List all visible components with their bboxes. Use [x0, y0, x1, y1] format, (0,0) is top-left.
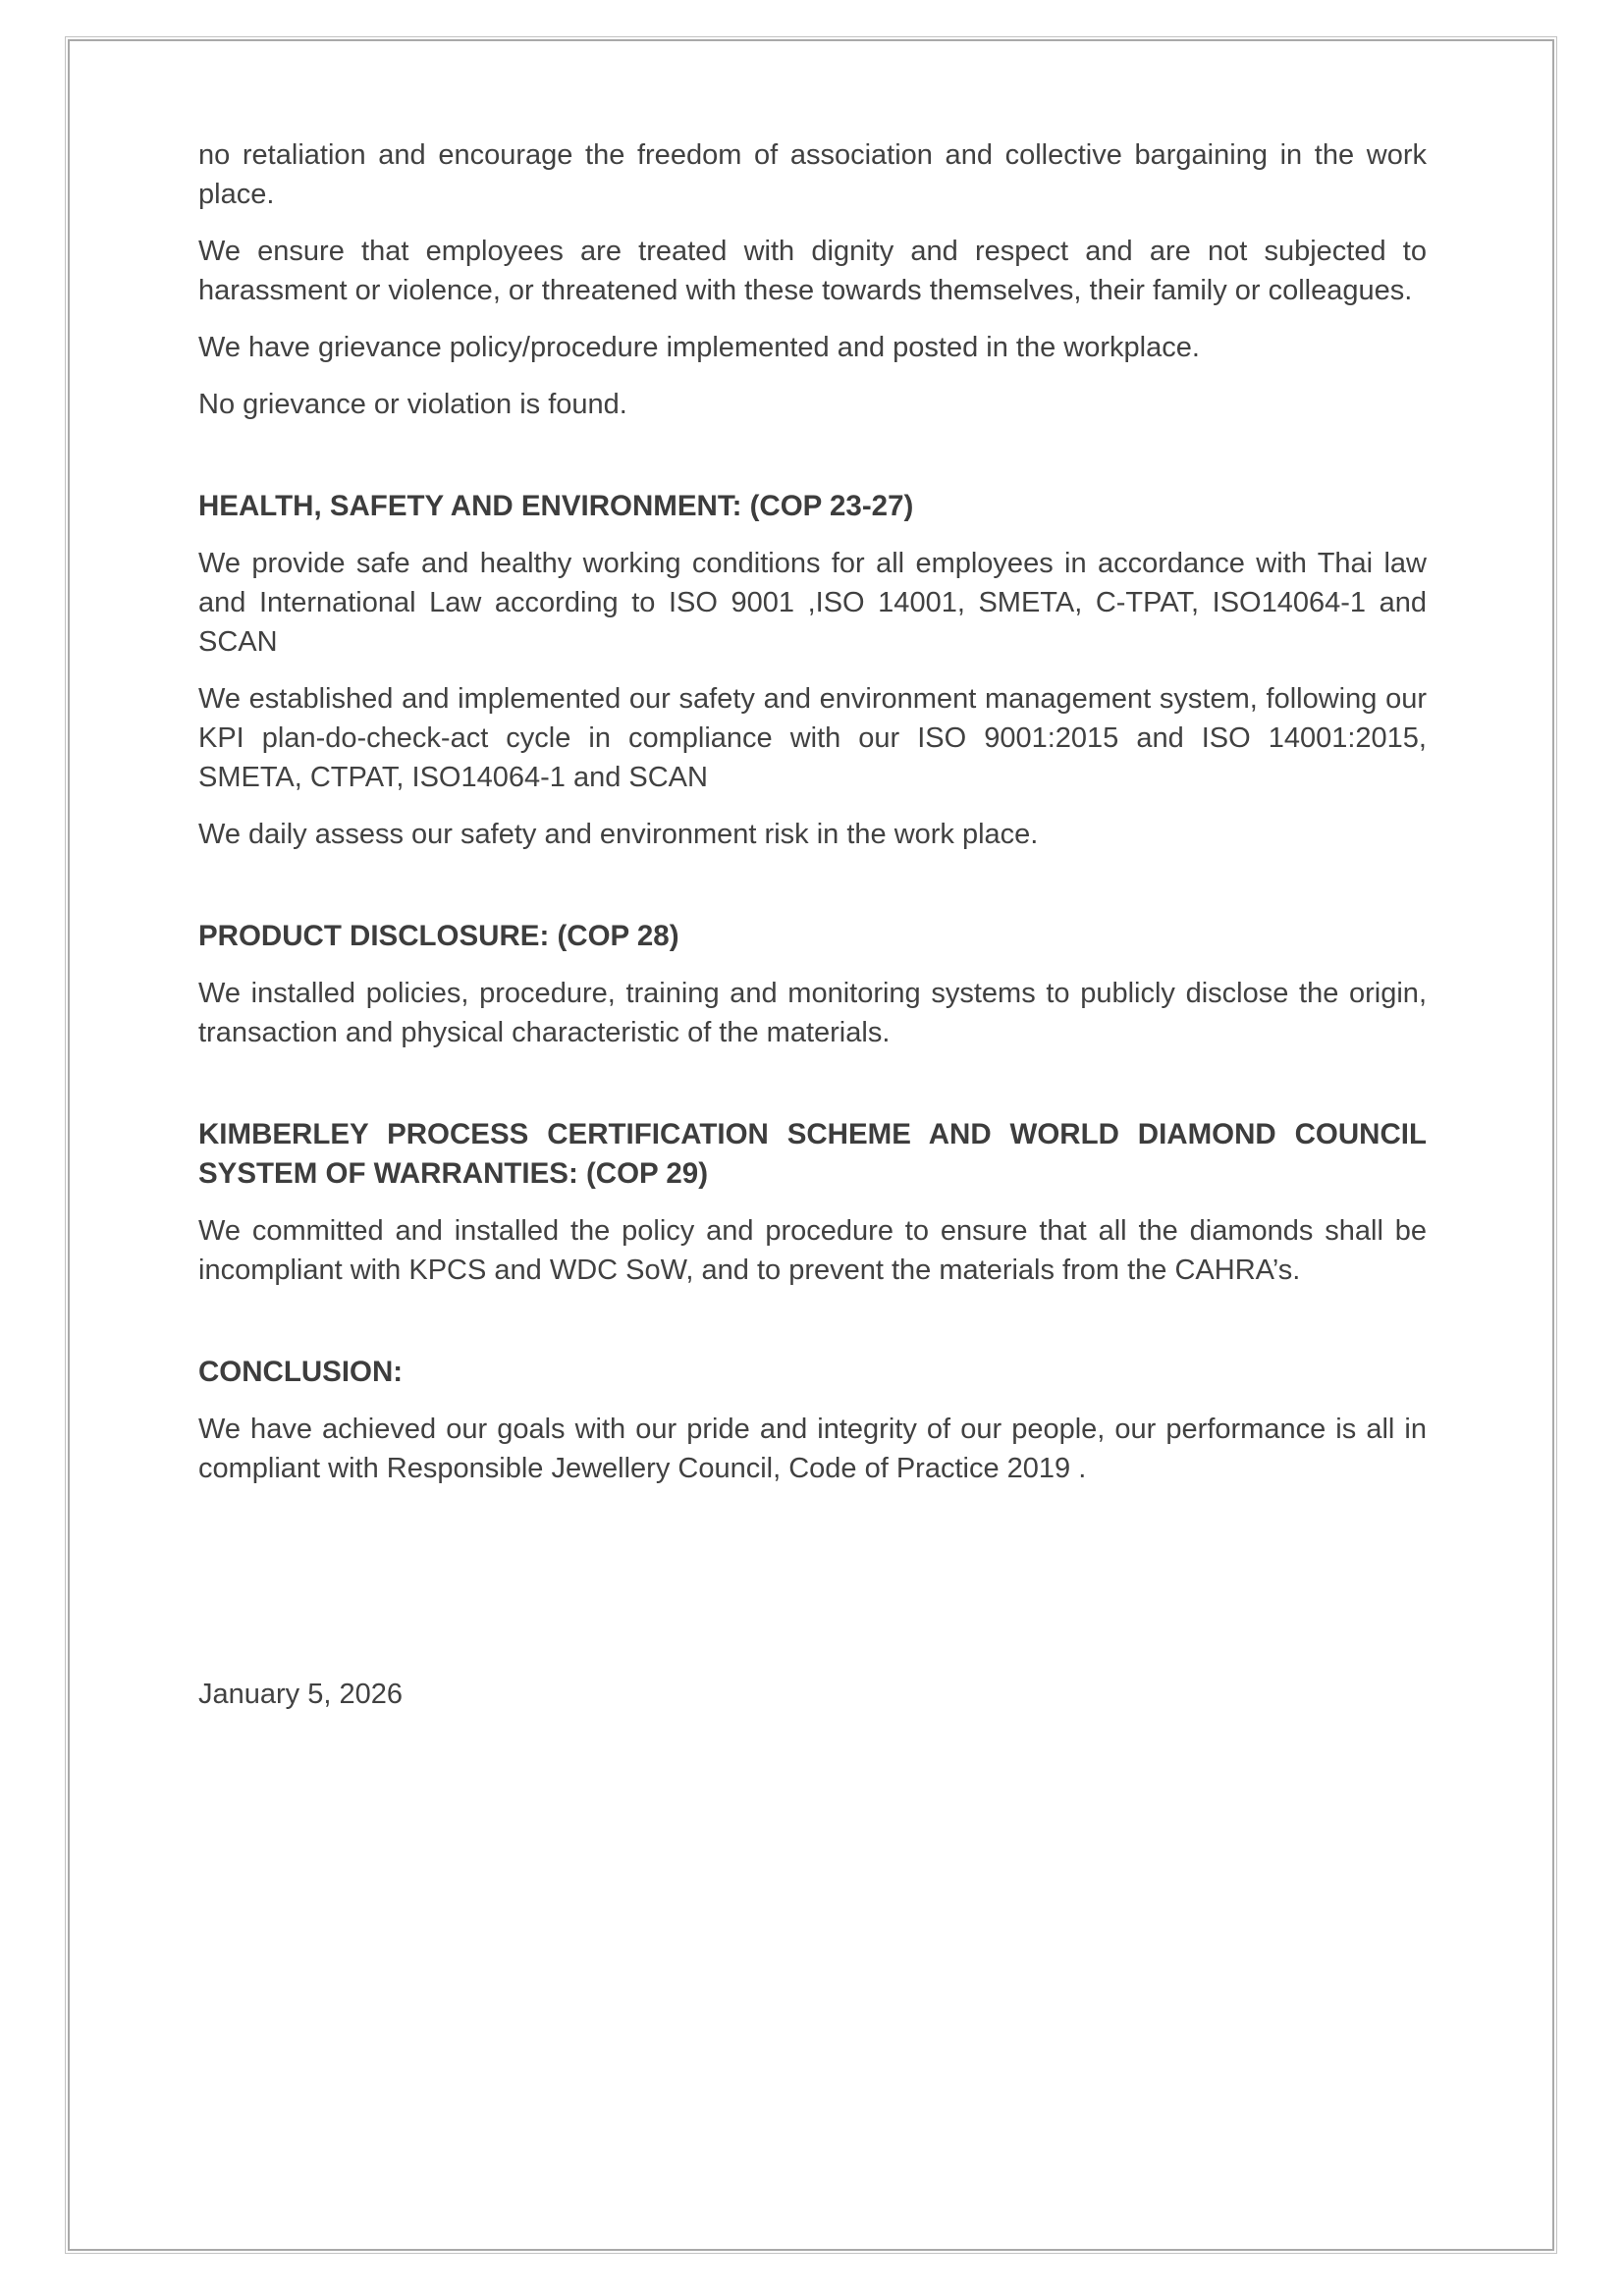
section-heading-health-safety-environment: HEALTH, SAFETY AND ENVIRONMENT: (COP 23-27)	[198, 490, 914, 522]
section-heading-conclusion: CONCLUSION:	[198, 1356, 404, 1388]
section-heading-product-disclosure: PRODUCT DISCLOSURE: (COP 28)	[198, 920, 679, 952]
section-paragraph: We committed and installed the policy and procedure to ensure that all the diamonds shall be incompliant with KPCS and WDC SoW, and to prevent the materials from the CAHRA’s.	[198, 1215, 1427, 1286]
section-paragraph: We daily assess our safety and environment risk in the work place.	[198, 819, 1039, 850]
intro-paragraph: No grievance or violation is found.	[198, 389, 627, 420]
page-content	[198, 135, 1427, 1732]
section-paragraph: We established and implemented our safety and environment management system, following our KPI plan-do-check-act cycle in compliance with our ISO 9001:2015 and ISO 14001:2015, SMETA, CTPAT, ISO14064-1 and SCAN	[198, 683, 1427, 793]
intro-paragraph: We have grievance policy/procedure implemented and posted in the workplace.	[198, 332, 1200, 363]
section-paragraph: We have achieved our goals with our pride and integrity of our people, our performance is all in compliant with Responsible Jewellery Council, Code of Practice 2019 .	[198, 1414, 1427, 1484]
document-date: January 5, 2026	[198, 1679, 403, 1710]
intro-paragraph: We ensure that employees are treated with dignity and respect and are not subjected to harassment or violence, or threatened with these towards themselves, their family or colleagues.	[198, 236, 1427, 306]
section-paragraph: We installed policies, procedure, training and monitoring systems to publicly disclose the origin, transaction and physical characteristic of the materials.	[198, 978, 1427, 1048]
section-heading-kimberley-process: KIMBERLEY PROCESS CERTIFICATION SCHEME AND WORLD DIAMOND COUNCIL SYSTEM OF WARRANTIES: (COP 29)	[198, 1118, 1427, 1190]
section-paragraph: We provide safe and healthy working conditions for all employees in accordance with Thai law and International Law according to ISO 9001 ,ISO 14001, SMETA, C-TPAT, ISO14064-1 and SCAN	[198, 548, 1427, 658]
intro-paragraph: no retaliation and encourage the freedom of association and collective bargaining in the work place.	[198, 139, 1427, 210]
